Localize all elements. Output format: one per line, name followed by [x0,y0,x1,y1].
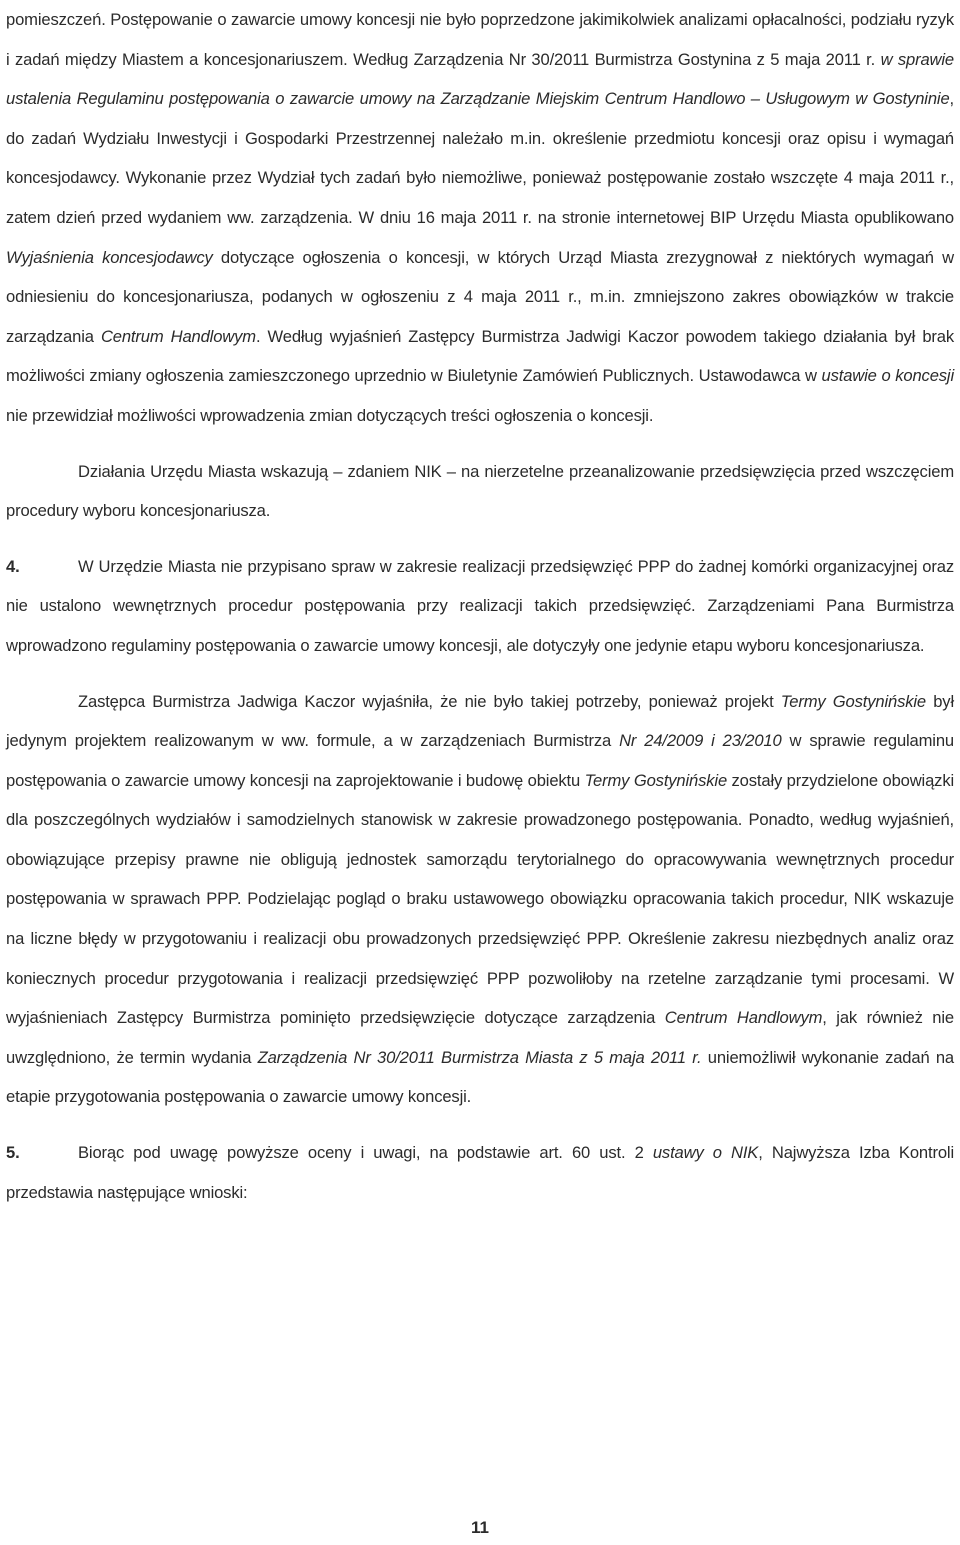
italic-span: Centrum Handlowym [664,1008,823,1028]
text-span: , do zadań Wydziału Inwestycji i Gospodarki Przestrzennej należało m.in. określenie przedmiotu koncesji oraz opisu i wymagań koncesjodawcy. Wykonanie przez Wydział tych zadań było niemożliwe, ponieważ postępowanie zostało wszczęte 4 maja 2011 r., zatem dzień przed wydaniem ww. zarządzenia. W dniu 16 maja 2011 r. na stronie internetowej BIP Urzędu Miasta opublikowano [6,89,954,227]
section-number: 4. [6,556,20,576]
italic-span: Centrum Handlowym [100,326,256,346]
paragraph-section-5 [6,1133,954,1212]
document-page [6,0,954,1212]
text-span: W Urzędzie Miasta nie przypisano spraw w zakresie realizacji przedsięwzięć PPP do żadnej komórki organizacyjnej oraz nie ustalono wewnętrznych procedur postępowania przy realizacji takich przedsięwzięć. Zarządzeniami Pana Burmistrza wprowadzono regulaminy postępowania o zawarcie umowy koncesji, ale dotyczyły one jedynie etapu wyboru koncesjonariusza. [6,556,954,655]
italic-span: Termy Gostynińskie [584,770,728,790]
italic-span: Termy Gostynińskie [780,691,926,711]
text-span: był jedynym projektem realizowanym w ww. formule, a w zarządzeniach Burmistrza [6,691,954,751]
paragraph-nik-assessment: Działania Urzędu Miasta wskazują – zdaniem NIK – na nierzetelne przeanalizowanie przedsięwzięcia przed wszczęciem procedury wyboru koncesjonariusza. [6,461,954,521]
italic-span: ustawie o koncesji [821,366,954,386]
text-span: pomieszczeń. Postępowanie o zawarcie umowy koncesji nie było poprzedzone jakimikolwiek analizami opłacalności, podziału ryzyk i zadań między Miastem a koncesjonariuszem. Według Zarządzenia Nr 30/2011 Burmistrza Gostynina z 5 maja 2011 r. [6,10,954,69]
text-span: dotyczące ogłoszenia o koncesji, w których Urząd Miasta zrezygnował z niektórych wymagań w odniesieniu do koncesjonariusza, podanych w ogłoszeniu z 4 maja 2011 r., m.in. zmniejszono zakres obowiązków w trakcie zarządzania [6,247,954,346]
italic-span: Zarządzenia Nr 30/2011 Burmistrza Miasta z 5 maja 2011 r. [257,1047,702,1067]
paragraph-section-4 [6,547,954,666]
text-span: Biorąc pod uwagę powyższe oceny i uwagi, na podstawie art. 60 ust. 2 [78,1143,653,1163]
text-span: uniemożliwił wykonanie zadań na etapie przygotowania postępowania o zawarcie umowy koncesji. [6,1047,954,1107]
paragraph-koncesja-analiza [6,0,954,436]
text-span: Zastępca Burmistrza Jadwiga Kaczor wyjaśniła, że nie było takiej potrzeby, ponieważ projekt [78,691,781,711]
italic-span: Wyjaśnienia koncesjodawcy [6,247,213,267]
text-span: , Najwyższa Izba Kontroli przedstawia następujące wnioski: [6,1143,954,1202]
italic-span: w sprawie ustalenia Regulaminu postępowania o zawarcie umowy na Zarządzanie Miejskim Centrum Handlowo – Usługowym w Gostyninie [6,49,954,109]
text-span: . Według wyjaśnień Zastępcy Burmistrza Jadwigi Kaczor powodem takiego działania był brak możliwości zmiany ogłoszenia zamieszczonego uprzednio w Biuletynie Zamówień Publicznych. Ustawodawca w [6,326,955,386]
text-span: zostały przydzielone obowiązki dla poszczególnych wydziałów i samodzielnych stanowisk w zakresie prowadzonego postępowania. Ponadto, według wyjaśnień, obowiązujące przepisy prawne nie obligują jednostek samorządu terytorialnego do opracowywania wewnętrznych procedur postępowania w sprawach PPP. Podzielając pogląd o braku ustawowego obowiązku opracowania takich procedur, NIK wskazuje na liczne błędy w przygotowaniu i realizacji obu prowadzonych przedsięwzięć PPP. Określenie zakresu niezbędnych analiz oraz koniecznych procedur przygotowania i realizacji przedsięwzięć PPP pozwoliłoby na rzetelne zarządzanie tymi procesami. W wyjaśnieniach Zastępcy Burmistrza pominięto przedsięwzięcie dotyczące zarządzenia [6,770,955,1028]
paragraph-zastepca-explanation [6,682,954,1118]
italic-span: Nr 24/2009 i 23/2010 [619,731,782,751]
section-number: 5. [6,1143,20,1163]
text-span: w sprawie regulaminu postępowania o zawarcie umowy koncesji na zaprojektowanie i budowę obiektu [6,731,955,790]
text-span: nie przewidział możliwości wprowadzenia zmian dotyczących treści ogłoszenia o koncesji. [6,405,654,425]
text-span: , jak również nie uwzględniono, że termin wydania [6,1008,954,1067]
page-number: 11 [471,1518,489,1537]
italic-span: ustawy o NIK [652,1143,759,1163]
